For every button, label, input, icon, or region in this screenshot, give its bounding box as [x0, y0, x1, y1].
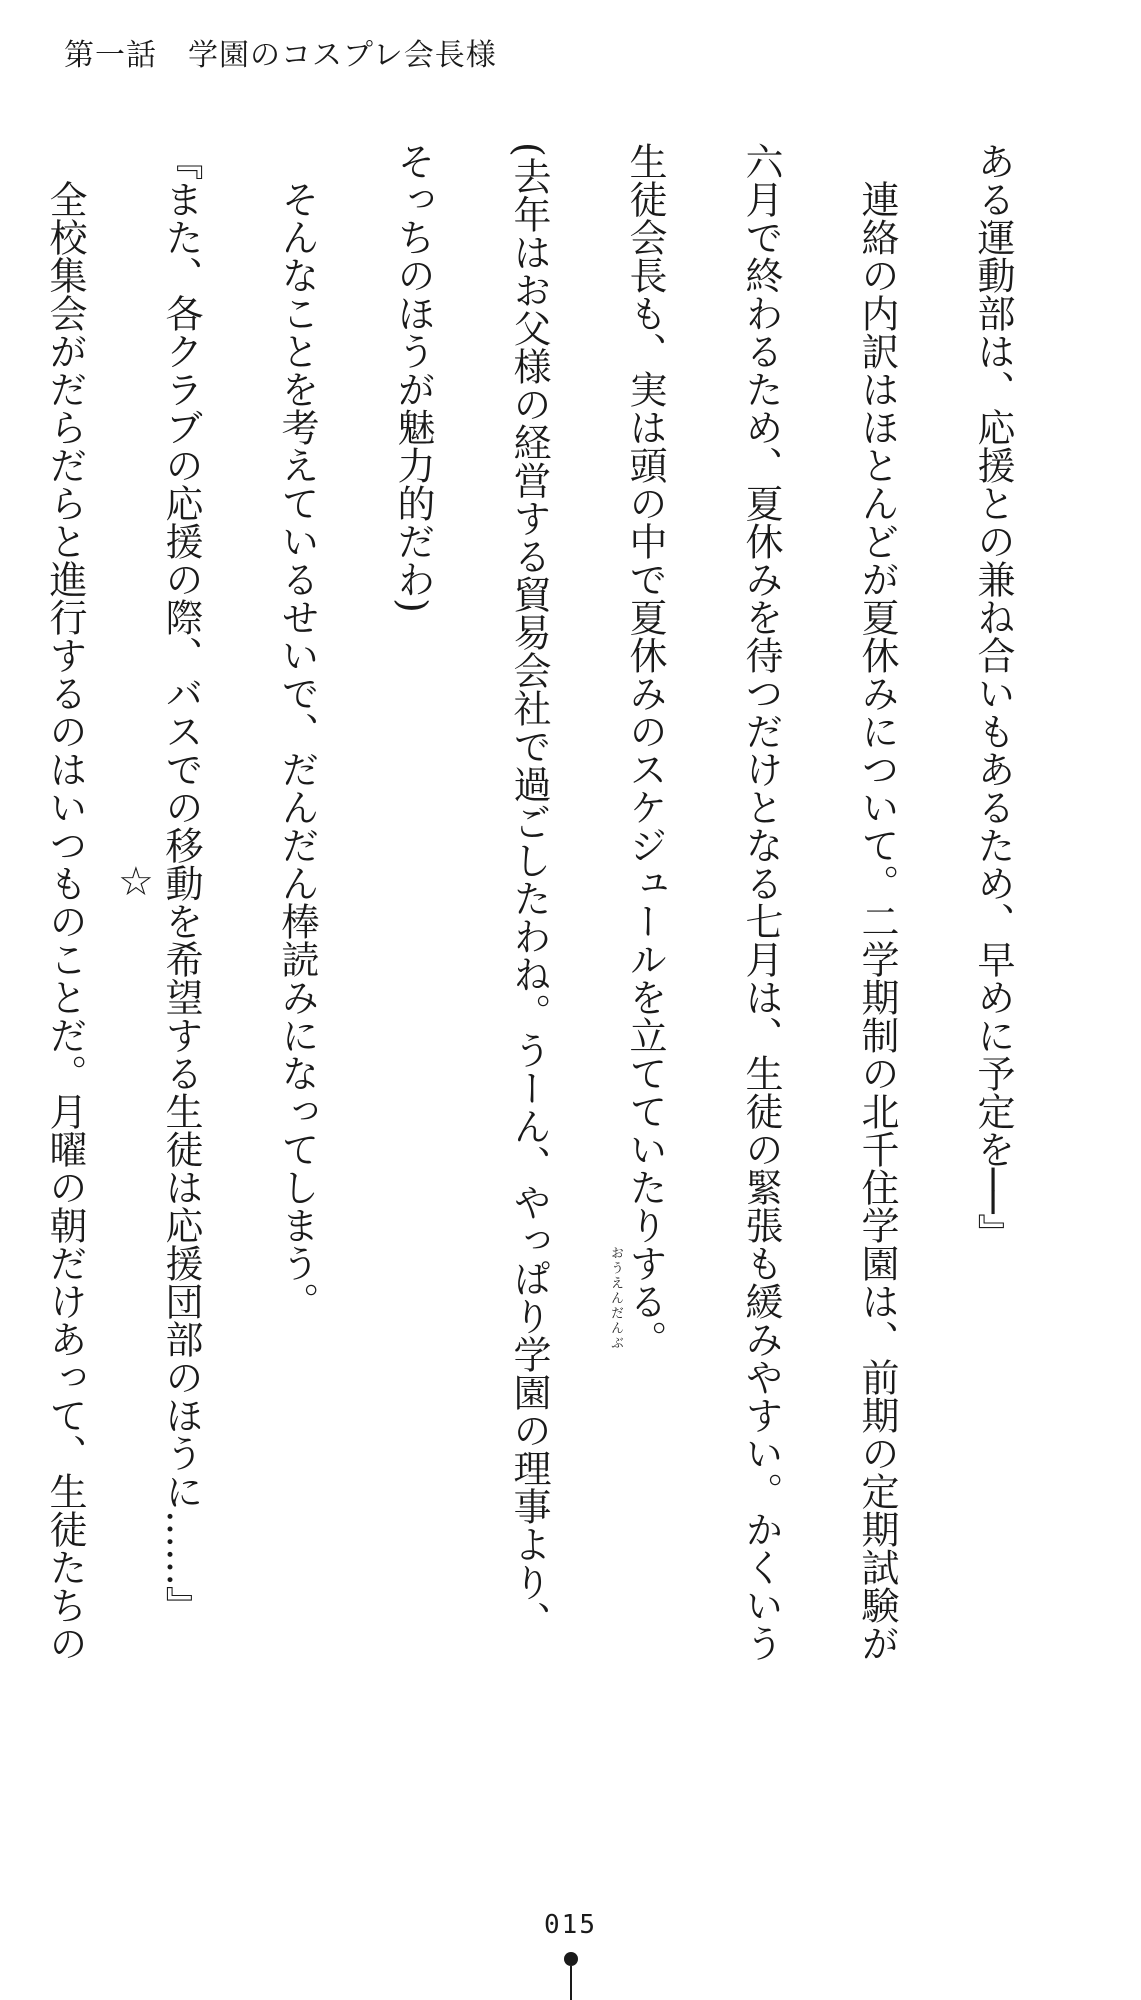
folio-dot-ornament	[564, 1952, 578, 1966]
text-line: 『また、各クラブの応援の際、バスでの移動を希望する生徒は応援団部のほうに……』	[159, 142, 203, 1624]
text-line: 連絡の内訳はほとんどが夏休みについて。二学期制の北千住学園は、前期の定期試験が	[855, 180, 899, 1662]
page-number: 015	[544, 1910, 597, 1940]
text-line: ある運動部は、応援との兼ね合いもあるため、早めに予定を──』	[971, 142, 1015, 1252]
text-line: 六月で終わるため、夏休みを待つだけとなる七月は、生徒の緊張も緩みやすい。かくいう	[739, 142, 783, 1662]
text-line	[0, 142, 7, 1662]
text-line: 生徒会長も、実は頭の中で夏休みのスケジュールを立てていたりする。	[623, 142, 667, 1358]
text-line: (去年はお父様の経営する貿易会社で過ごしたわね。うーん、やっぱり学園の理事より、	[507, 142, 551, 1639]
running-head: 第一話 学園のコスプレ会長様	[64, 38, 497, 73]
section-break-star: ☆	[118, 859, 154, 905]
ruby-annotation: おうえんだんぶ	[608, 1246, 623, 1351]
folio-stem-ornament	[570, 1966, 572, 2000]
text-line: そっちのほうが魅力的だわ)	[391, 142, 435, 613]
body-text	[43, 142, 1051, 1662]
text-line: 全校集会がだらだらと進行するのはいつものことだ。月曜の朝だけあって、生徒たちの	[43, 180, 87, 1662]
text-line: そんなことを考えているせいで、だんだん棒読みになってしまう。	[275, 180, 319, 1320]
